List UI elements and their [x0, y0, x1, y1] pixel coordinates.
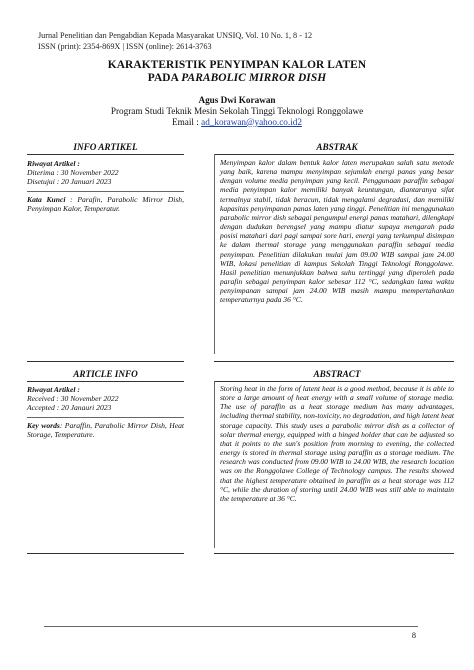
info-divider: [27, 191, 184, 192]
article-info-bottom-rule: [27, 553, 184, 554]
title-line-2-prefix: PADA: [147, 72, 182, 84]
author-affiliation-block: [0, 106, 474, 127]
article-info-rule: [27, 381, 184, 382]
email-link[interactable]: ad_korawan@yahoo.co.id2: [201, 116, 302, 127]
footer-rule: [44, 626, 418, 627]
journal-citation: Jurnal Penelitian dan Pengabdian Kepada Masyarakat UNSIQ, Vol. 10 No. 1, 8 - 12: [38, 31, 313, 40]
history-label-en: Riwayat Artikel :: [27, 385, 80, 394]
abstrak-rule: [214, 154, 454, 155]
accepted-date: Disetujui : 20 Januari 2023: [27, 177, 112, 187]
abstrak-border: [214, 154, 215, 354]
title-line-2-italic: PARABOLIC MIRROR DISH: [181, 72, 327, 84]
keywords-label-en: Key words: [27, 421, 60, 430]
abstrak-text: Menyimpan kalor dalam bentuk kalor laten merupakan salah satu metode yang baik, karena mampu menyimpan sejumlah energi panas yang besar dengan volume media penyimpan yang kecil. Penggunaan paraffin sebagai media penyimpan kalor memiliki banyak keuntungan, diantaranya sifat termalnya stabil, tidak beracun, tidak mengalami degradasi, dan memiliki kapasitas penyimpanan panas laten yang tinggi. Penelitian ini menggunakan parabolic mirror dish sebagai pengumpul energi panas matahari, dilengkapi dengan dudukan berengsel yang mampu diatur supaya mengarah pada posisi matahari dari pagi sampai sore hari, energi yang terkumpul disimpan ke dalam thermal storage yang menggunakan paraffin sebagai media penyimpan. Penelitian dilakukan mulai jam 09.00 WIB sampai jam 24.00 WIB, lokasi penelitian di kampus Sekolah Tinggi Teknologi Ronggolawe. Hasil penelitian menunjukkan bahwa suhu tertinggi yang diperoleh pada parafin sebagai penyimpan kalor sebesar 112 °C, sedangkan lama waktu penyimpanan sampai jam 24.00 WIB masih mampu mempertahankan temperaturnya pada 36 °C.: [220, 158, 454, 305]
abstract-border: [214, 381, 215, 548]
keywords-label: Kata Kunci: [27, 195, 66, 204]
abstrak-bottom-rule: [214, 361, 454, 362]
abstract-rule: [214, 381, 454, 382]
author-name: Agus Dwi Korawan: [198, 95, 276, 105]
article-info-heading: ARTICLE INFO: [73, 369, 138, 379]
article-history-en: [27, 385, 184, 413]
accepted-date-en: Accepted : 20 Janauri 2023: [27, 403, 112, 413]
info-artikel-rule: [27, 154, 184, 155]
keywords-en: [27, 421, 184, 439]
page-number: 8: [411, 631, 416, 640]
affiliation: Program Studi Teknik Mesin Sekolah Tinggi Teknologi Ronggolawe: [110, 106, 364, 116]
paper-title: [0, 59, 474, 85]
received-date-en: Received : 30 November 2022: [27, 394, 119, 404]
keywords-text-en: : Paraffin, Parabolic Mirror Dish, Heat Storage, Temperature.: [27, 421, 184, 440]
journal-header: [38, 31, 312, 52]
email-label: Email :: [172, 116, 202, 127]
article-info-divider: [27, 417, 184, 418]
email-line: [0, 117, 474, 128]
issn-line: ISSN (print): 2354-869X | ISSN (online): 2614-3763: [38, 41, 212, 51]
keywords-text: : Parafin, Parabolic Mirror Dish, Penyimpan Kalor, Temperatur.: [27, 195, 184, 214]
history-label: Riwayat Artikel :: [27, 159, 80, 168]
received-date: Diterima : 30 November 2022: [27, 168, 119, 178]
title-line-2: [0, 72, 474, 85]
keywords-id: [27, 195, 184, 213]
abstrak-heading: ABSTRAK: [316, 142, 358, 152]
abstract-bottom-rule: [214, 553, 454, 554]
article-history-id: [27, 159, 184, 187]
info-artikel-bottom-rule: [27, 361, 184, 362]
info-artikel-heading: INFO ARTIKEL: [73, 142, 138, 152]
title-line-1: KARAKTERISTIK PENYIMPAN KALOR LATEN: [107, 59, 367, 71]
abstract-text: Storing heat in the form of latent heat is a good method, because it is able to store a large amount of heat energy with a small volume of storage media. The use of paraffin as a heat storage medium has many advantages, including thermal stability, non-toxicity, no degradation, and high latent heat storage capacity. This study uses a parabolic mirror dish as a collector of solar thermal energy, equipped with a hinged holder that can be adjusted so that it points to the sun's position from morning to evening, the collected energy is stored in thermal storage using paraffin as a storage medium. The research was conducted from 09.00 WIB to 24.00 WIB, the research location was on the Ronggolawe College of Technology campus. The results showed that the highest temperature obtained in paraffin as a heat storage was 112 °C, while the duration of storing until 24.00 WIB was still able to maintain the temperature at 36 °C.: [220, 384, 454, 503]
abstract-heading: ABSTRACT: [313, 369, 361, 379]
